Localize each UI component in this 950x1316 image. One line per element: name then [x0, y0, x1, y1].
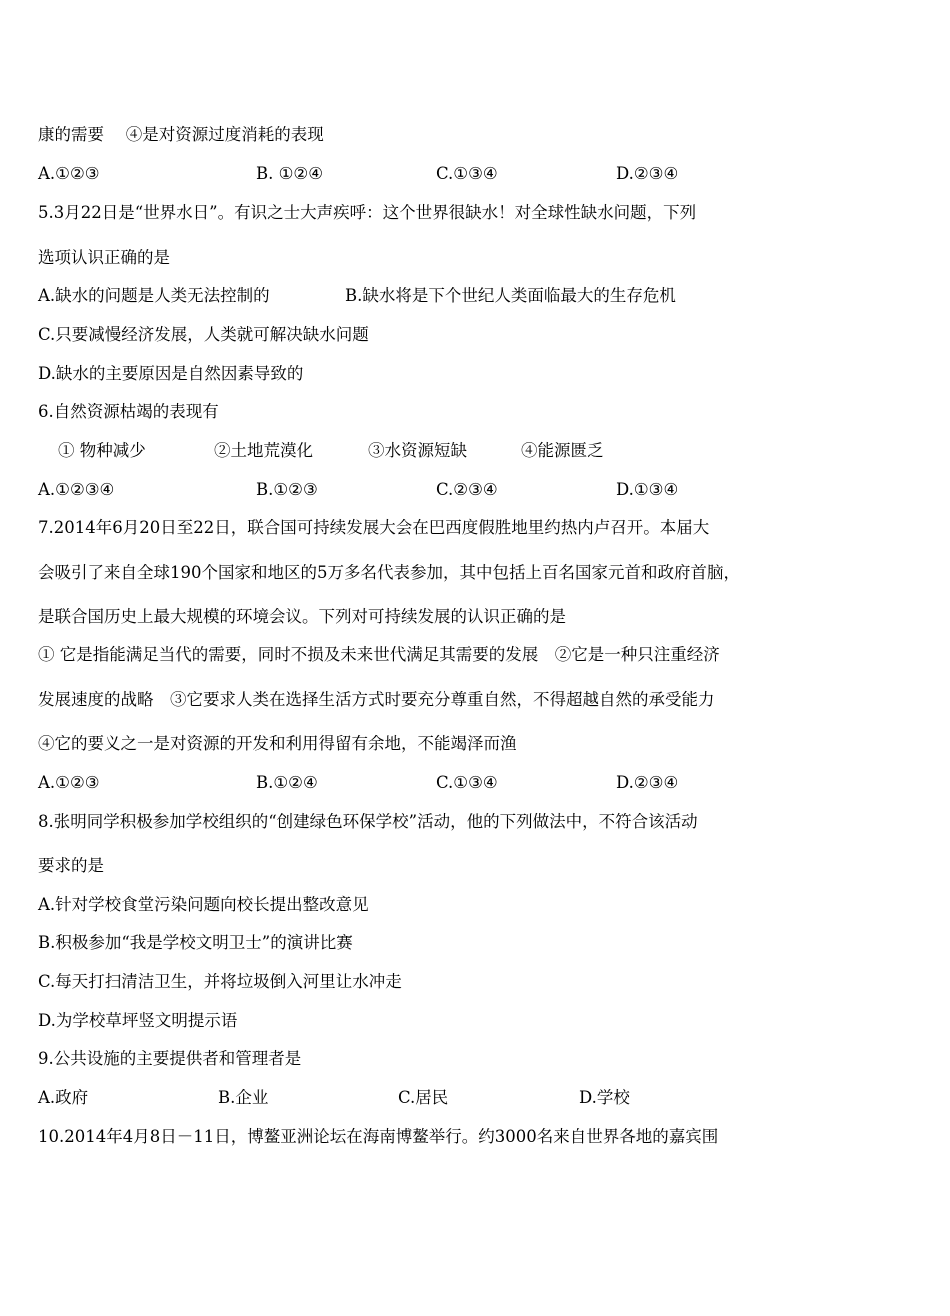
q6-statement-3: ③水资源短缺: [368, 441, 467, 460]
q8-option-b: B.积极参加“我是学校文明卫士”的演讲比赛: [38, 933, 353, 952]
q7-stem-line-2: 会吸引了来自全球190个国家和地区的5万多名代表参加，其中包括上百名国家元首和政府首脑，: [38, 563, 740, 582]
q6-option-a: A.①②③④: [38, 480, 115, 499]
q4-option-a: A.①②③: [38, 164, 100, 183]
q9-option-a: A.政府: [38, 1088, 89, 1107]
q5-option-d: D.缺水的主要原因是自然因素导致的: [38, 364, 304, 383]
q9-option-d: D.学校: [579, 1088, 630, 1107]
q7-option-d: D.②③④: [616, 773, 679, 792]
q8-stem-line-1: 8.张明同学积极参加学校组织的“创建绿色环保学校”活动，他的下列做法中，不符合该活动: [38, 812, 698, 831]
q7-statements-line-1: ① 它是指能满足当代的需要，同时不损及未来世代满足其需要的发展 ②它是一种只注重经济: [38, 645, 720, 664]
q8-option-a: A.针对学校食堂污染问题向校长提出整改意见: [38, 895, 369, 914]
q6-option-b: B.①②③: [256, 480, 318, 499]
q4-option-b: B. ①②④: [256, 164, 323, 183]
q6-option-c: C.②③④: [436, 480, 498, 499]
q7-stem-line-1: 7.2014年6月20日至22日，联合国可持续发展大会在巴西度假胜地里约热内卢召开。本届大: [38, 518, 710, 537]
q4-option-d: D.②③④: [616, 164, 679, 183]
q9-stem: 9.公共设施的主要提供者和管理者是: [38, 1049, 302, 1068]
q9-option-c: C.居民: [398, 1088, 449, 1107]
q8-option-d: D.为学校草坪竖文明提示语: [38, 1011, 238, 1030]
q5-option-b: B.缺水将是下个世纪人类面临最大的生存危机: [345, 286, 676, 305]
q4-statement-continuation: 康的需要 ④是对资源过度消耗的表现: [38, 125, 324, 144]
q7-option-b: B.①②④: [256, 773, 318, 792]
q6-option-d: D.①③④: [616, 480, 679, 499]
q8-option-c: C.每天打扫清洁卫生，并将垃圾倒入河里让水冲走: [38, 972, 402, 991]
q5-stem-line-2: 选项认识正确的是: [38, 248, 170, 267]
q7-statements-line-2: 发展速度的战略 ③它要求人类在选择生活方式时要充分尊重自然，不得超越自然的承受能力: [38, 690, 715, 709]
q10-stem-line-1: 10.2014年4月8日－11日，博鳌亚洲论坛在海南博鳌举行。约3000名来自世界各地的嘉宾围: [38, 1127, 719, 1146]
q6-statement-4: ④能源匮乏: [521, 441, 604, 460]
q9-option-b: B.企业: [218, 1088, 269, 1107]
q4-option-c: C.①③④: [436, 164, 498, 183]
q6-stem: 6.自然资源枯竭的表现有: [38, 402, 219, 421]
q6-statement-1: ① 物种减少: [58, 441, 146, 460]
q5-stem-line-1: 5.3月22日是“世界水日”。有识之士大声疾呼：这个世界很缺水！对全球性缺水问题，下列: [38, 203, 697, 222]
q5-option-a: A.缺水的问题是人类无法控制的: [38, 286, 270, 305]
q7-statements-line-3: ④它的要义之一是对资源的开发和利用得留有余地，不能竭泽而渔: [38, 734, 517, 753]
q7-option-a: A.①②③: [38, 773, 100, 792]
q5-option-c: C.只要减慢经济发展，人类就可解决缺水问题: [38, 325, 369, 344]
q8-stem-line-2: 要求的是: [38, 856, 104, 875]
q7-option-c: C.①③④: [436, 773, 498, 792]
q7-stem-line-3: 是联合国历史上最大规模的环境会议。下列对可持续发展的认识正确的是: [38, 607, 566, 626]
q6-statement-2: ②土地荒漠化: [214, 441, 313, 460]
